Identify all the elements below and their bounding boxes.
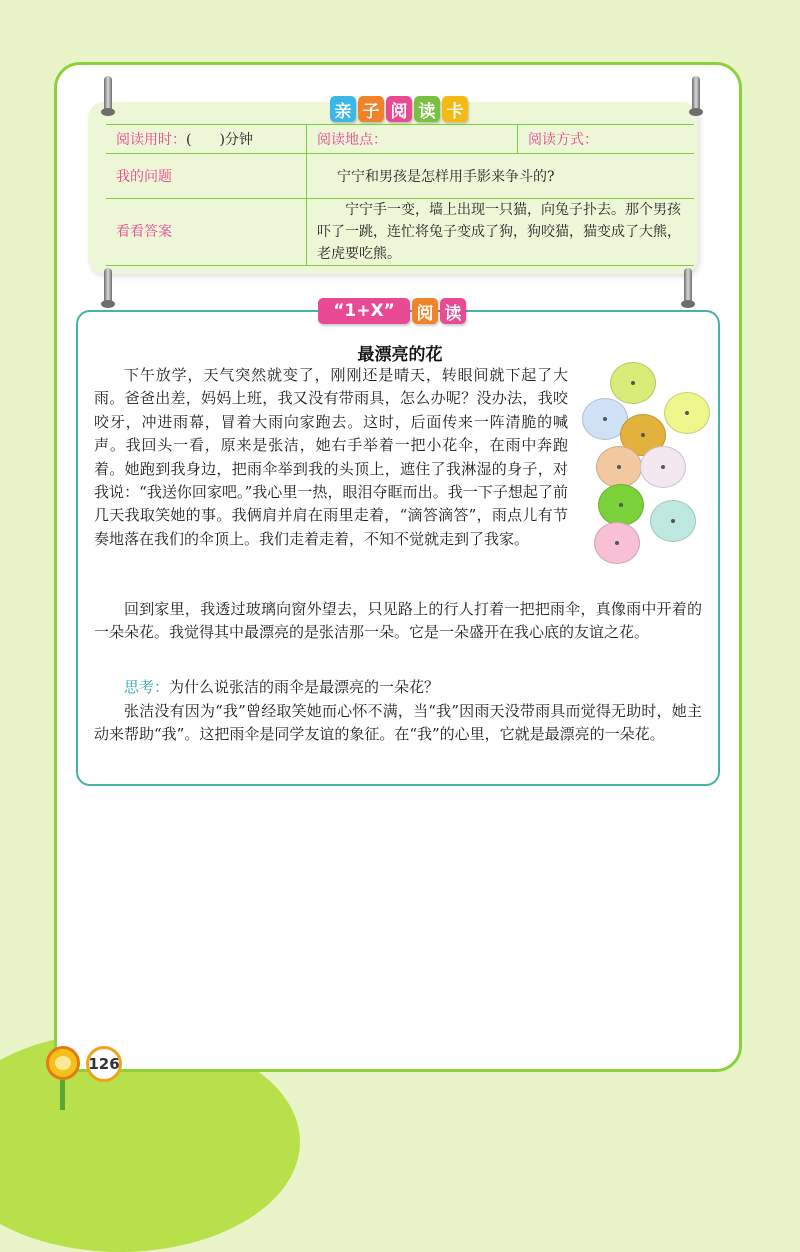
section-badge-char: 读	[440, 298, 466, 324]
umbrella-icon	[594, 522, 640, 564]
section-badge-char: 阅	[412, 298, 438, 324]
card-title-char: 读	[414, 96, 440, 122]
card-title	[330, 96, 468, 122]
pin-icon	[104, 76, 112, 112]
card-row-info	[106, 125, 694, 154]
pin-icon	[692, 76, 700, 112]
story-paragraph-1: 下午放学，天气突然就变了，刚刚还是晴天，转眼间就下起了大雨。爸爸出差，妈妈上班，我又没有带雨具，怎么办呢？没办法，我咬咬牙，冲进雨幕，冒着大雨向家跑去。这时，后面传来一阵清脆的喊声。我回头一看，原来是张洁，她右手举着一把小花伞，在雨中奔跑着。她跑到我身边，把雨伞举到我的头顶上，遮住了我淋湿的身子，对我说：“我送你回家吧。”我心里一热，眼泪夺眶而出。我一下子想起了前几天我取笑她的事。我俩肩并肩在雨里走着，“滴答滴答”，雨点儿有节奏地落在我们的伞顶上。我们走着走着，不知不觉就走到了我家。	[94, 366, 568, 548]
card-row-answer	[106, 199, 694, 266]
think-label: 思考：	[124, 678, 170, 696]
think-question	[94, 676, 702, 699]
umbrella-icon	[598, 484, 644, 526]
reading-place-cell	[307, 125, 518, 154]
reading-method-cell	[518, 125, 695, 154]
question-text: 宁宁和男孩是怎样用手影来争斗的?	[307, 154, 695, 199]
card-row-question	[106, 154, 694, 199]
question-label-cell	[106, 154, 307, 199]
story-title: 最漂亮的花	[357, 345, 443, 365]
think-text: 为什么说张洁的雨伞是最漂亮的一朵花？	[169, 678, 440, 696]
reading-time-cell	[106, 125, 307, 154]
card-title-char: 子	[358, 96, 384, 122]
card-title-char: 阅	[386, 96, 412, 122]
reading-time-blank: ( )分钟	[186, 132, 253, 148]
section-badge	[318, 298, 466, 324]
umbrella-icon	[640, 446, 686, 488]
pin-icon	[684, 268, 692, 304]
answer-label-cell	[106, 199, 307, 266]
answer-label: 看看答案	[116, 224, 172, 240]
flower-stem	[60, 1080, 65, 1110]
umbrella-icon	[664, 392, 710, 434]
card-title-char: 卡	[442, 96, 468, 122]
sunflower-icon	[46, 1046, 80, 1080]
card-title-char: 亲	[330, 96, 356, 122]
reading-time-label: 阅读用时：	[116, 132, 186, 148]
page-number: 126	[86, 1046, 122, 1082]
reading-method-label: 阅读方式：	[528, 132, 598, 148]
think-answer: 张洁没有因为“我”曾经取笑她而心怀不满，当“我”因雨天没带雨具而觉得无助时，她主动来帮助“我”。这把雨伞是同学友谊的象征。在“我”的心里，它就是最漂亮的一朵花。	[94, 702, 702, 744]
reading-place-label: 阅读地点：	[317, 132, 387, 148]
umbrella-icon	[610, 362, 656, 404]
umbrella-icon	[596, 446, 642, 488]
story-paragraph-2: 回到家里，我透过玻璃向窗外望去，只见路上的行人打着一把把雨伞，真像雨中开着的一朵朵花。我觉得其中最漂亮的是张洁那一朵。它是一朵盛开在我心底的友谊之花。	[94, 600, 702, 642]
umbrella-icon	[650, 500, 696, 542]
answer-text: 宁宁手一变，墙上出现一只猫，向兔子扑去。那个男孩吓了一跳，连忙将兔子变成了狗，狗咬猫，猫变成了大熊，老虎要吃熊。	[307, 199, 695, 266]
question-label: 我的问题	[116, 169, 172, 185]
reading-card-table	[106, 124, 694, 266]
section-badge-1x: “1+X”	[318, 298, 410, 324]
pin-icon	[104, 268, 112, 304]
